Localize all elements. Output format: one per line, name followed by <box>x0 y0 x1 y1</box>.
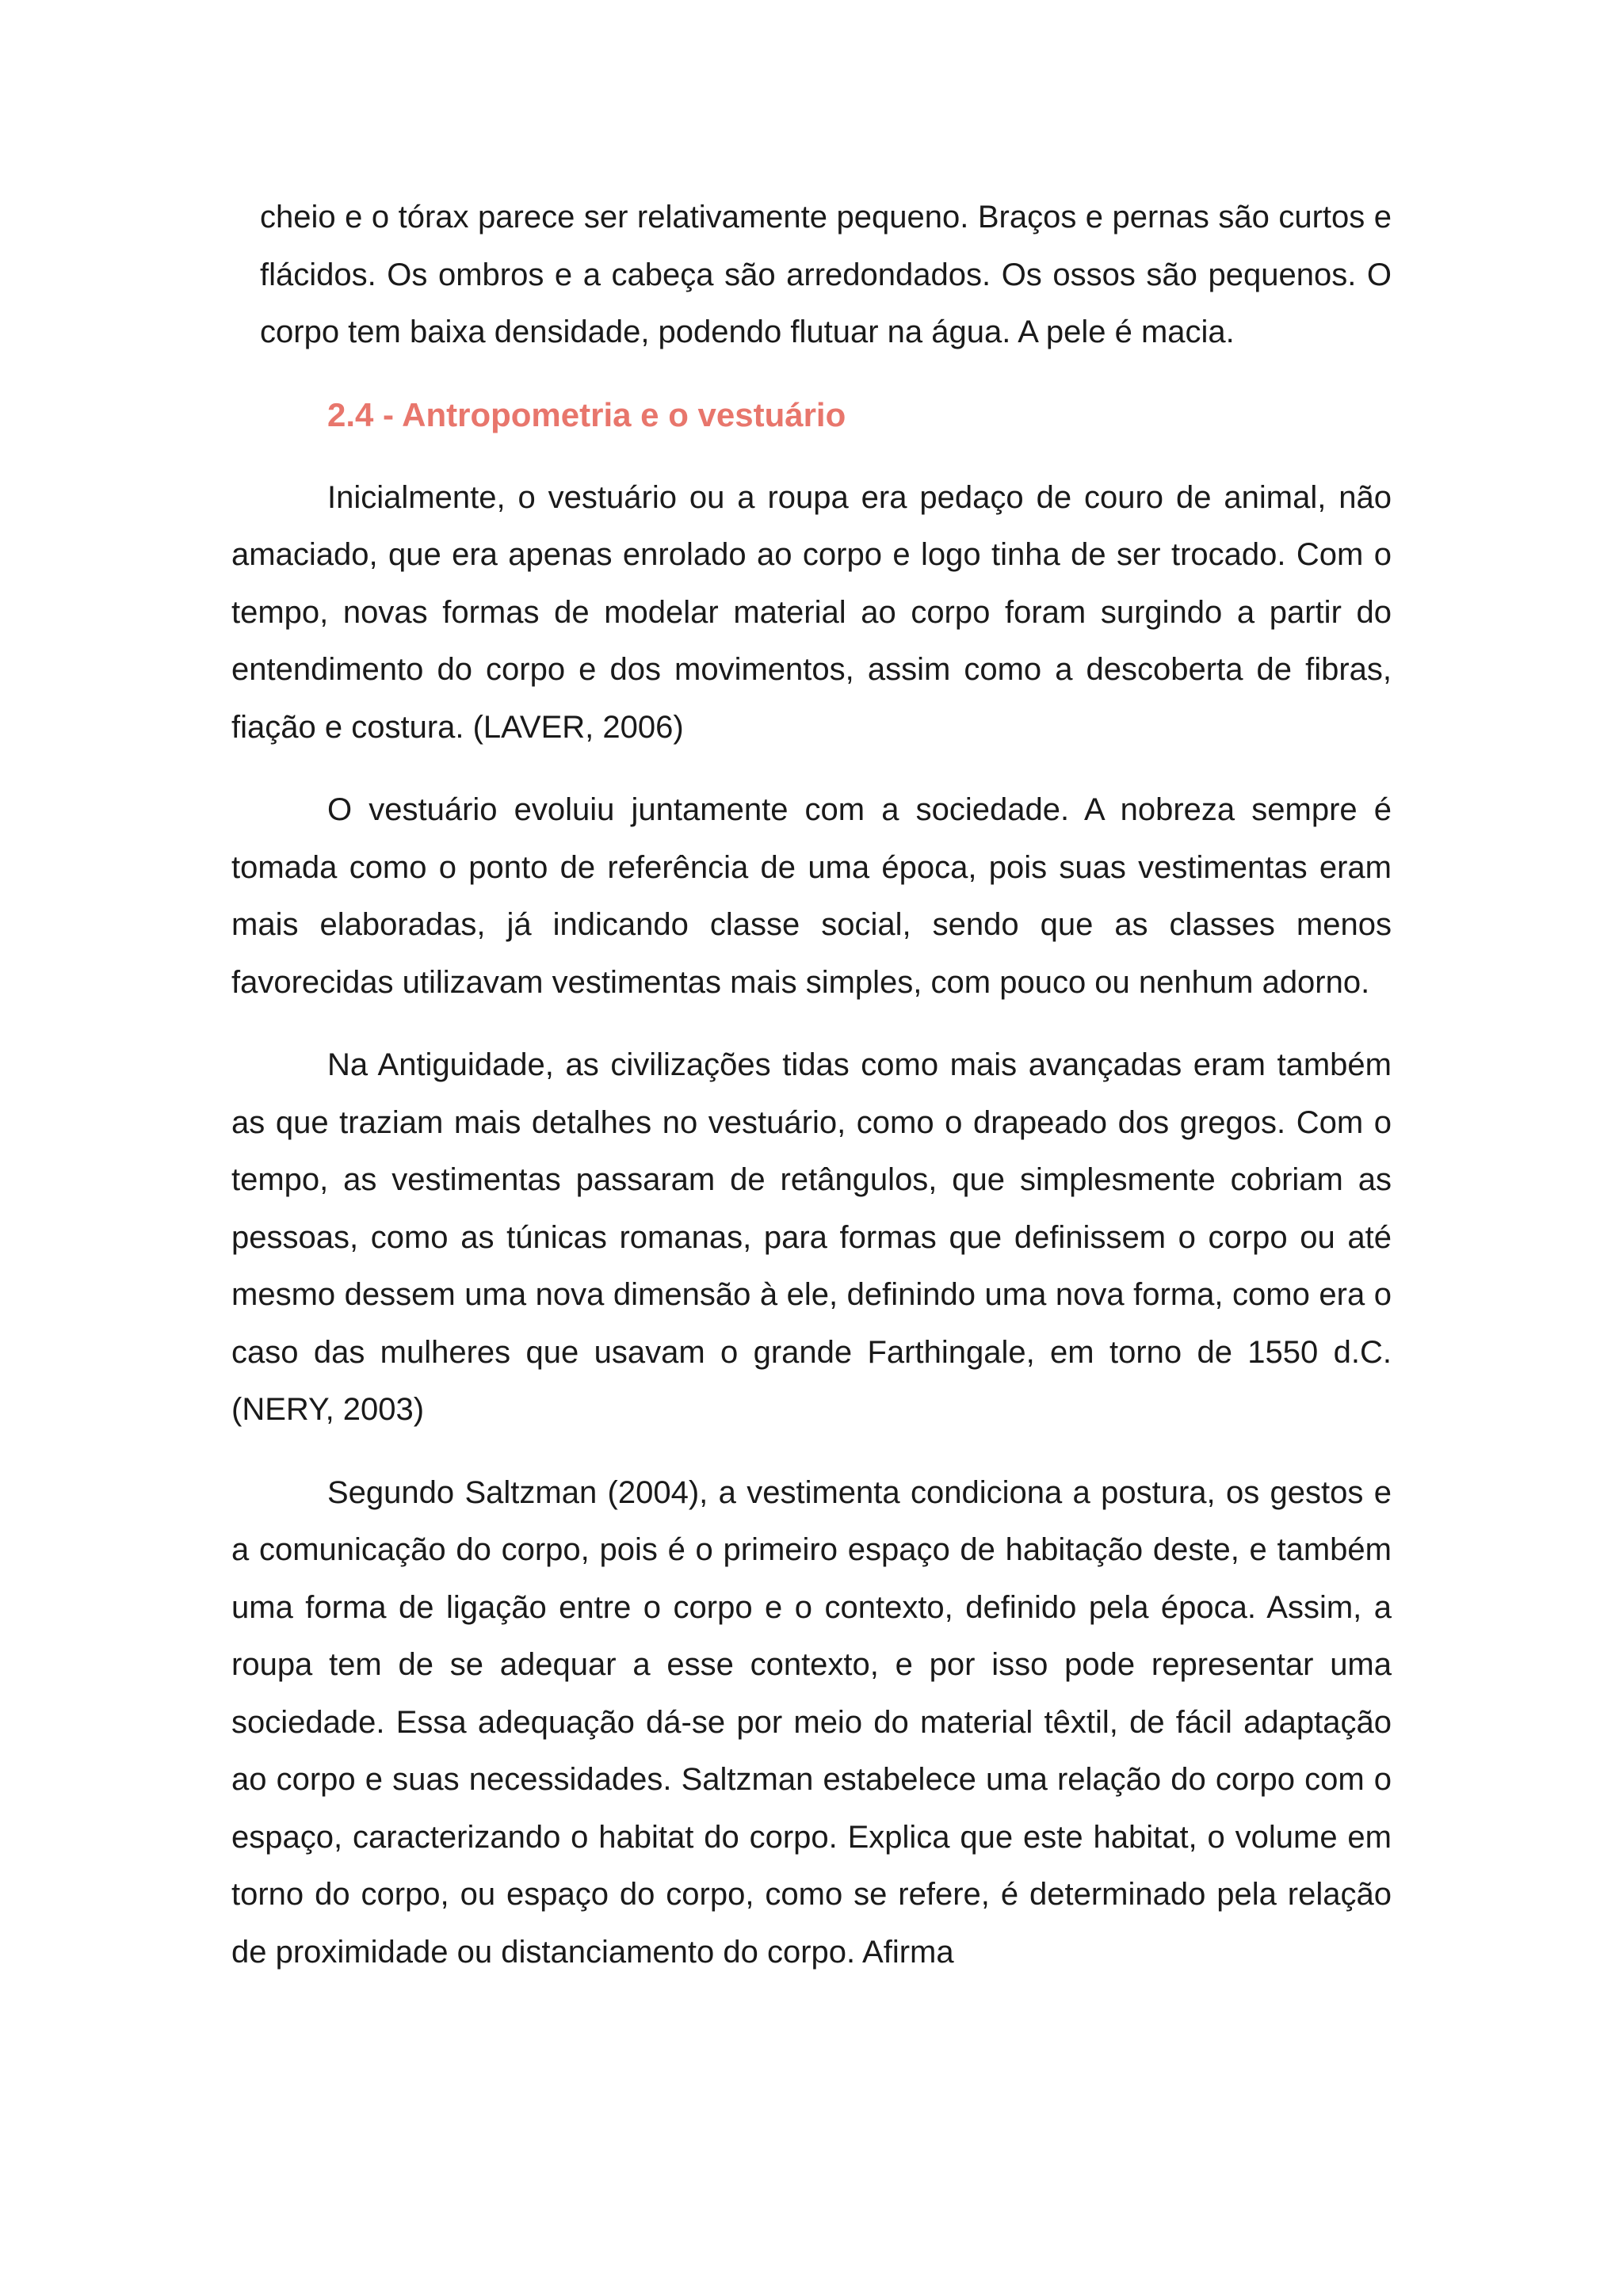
body-paragraph-4: Segundo Saltzman (2004), a vestimenta condiciona a postura, os gestos e a comunicação do corpo, pois é o primeiro espaço de habitação deste, e também uma forma de ligação entre o corpo e o contexto, definido pela época. Assim, a roupa tem de se adequar a esse contexto, e por isso pode representar uma sociedade. Essa adequação dá-se por meio do material têxtil, de fácil adaptação ao corpo e suas necessidades. Saltzman estabelece uma relação do corpo com o espaço, caracterizando o habitat do corpo. Explica que este habitat, o volume em torno do corpo, ou espaço do corpo, como se refere, é determinado pela relação de proximidade ou distanciamento do corpo. Afirma <box>231 1474 1392 1970</box>
continuation-paragraph: cheio e o tórax parece ser relativamente pequeno. Braços e pernas são curtos e flácidos. Os ombros e a cabeça são arredondados. Os ossos são pequenos. O corpo tem baixa densidade, podendo flutuar na água. A pele é macia. <box>260 200 1392 349</box>
body-paragraph-3: Na Antiguidade, as civilizações tidas como mais avançadas eram também as que traziam mais detalhes no vestuário, como o drapeado dos gregos. Com o tempo, as vestimentas passaram de retângulos, que simplesmente cobriam as pessoas, como as túnicas romanas, para formas que definissem o corpo ou até mesmo dessem uma nova dimensão à ele, definindo uma nova forma, como era o caso das mulheres que usavam o grande Farthingale, em torno de 1550 d.C. (NERY, 2003) <box>231 1047 1392 1427</box>
body-paragraph-1: Inicialmente, o vestuário ou a roupa era pedaço de couro de animal, não amaciado, que era apenas enrolado ao corpo e logo tinha de ser trocado. Com o tempo, novas formas de modelar material ao corpo foram surgindo a partir do entendimento do corpo e dos movimentos, assim como a descoberta de fibras, fiação e costura. (LAVER, 2006) <box>231 479 1392 745</box>
section-heading: 2.4 - Antropometria e o vestuário <box>327 395 846 433</box>
document-page <box>231 189 1392 1981</box>
body-paragraph-2: O vestuário evoluiu juntamente com a sociedade. A nobreza sempre é tomada como o ponto de referência de uma época, pois suas vestimentas eram mais elaboradas, já indicando classe social, sendo que as classes menos favorecidas utilizavam vestimentas mais simples, com pouco ou nenhum adorno. <box>231 792 1392 1000</box>
